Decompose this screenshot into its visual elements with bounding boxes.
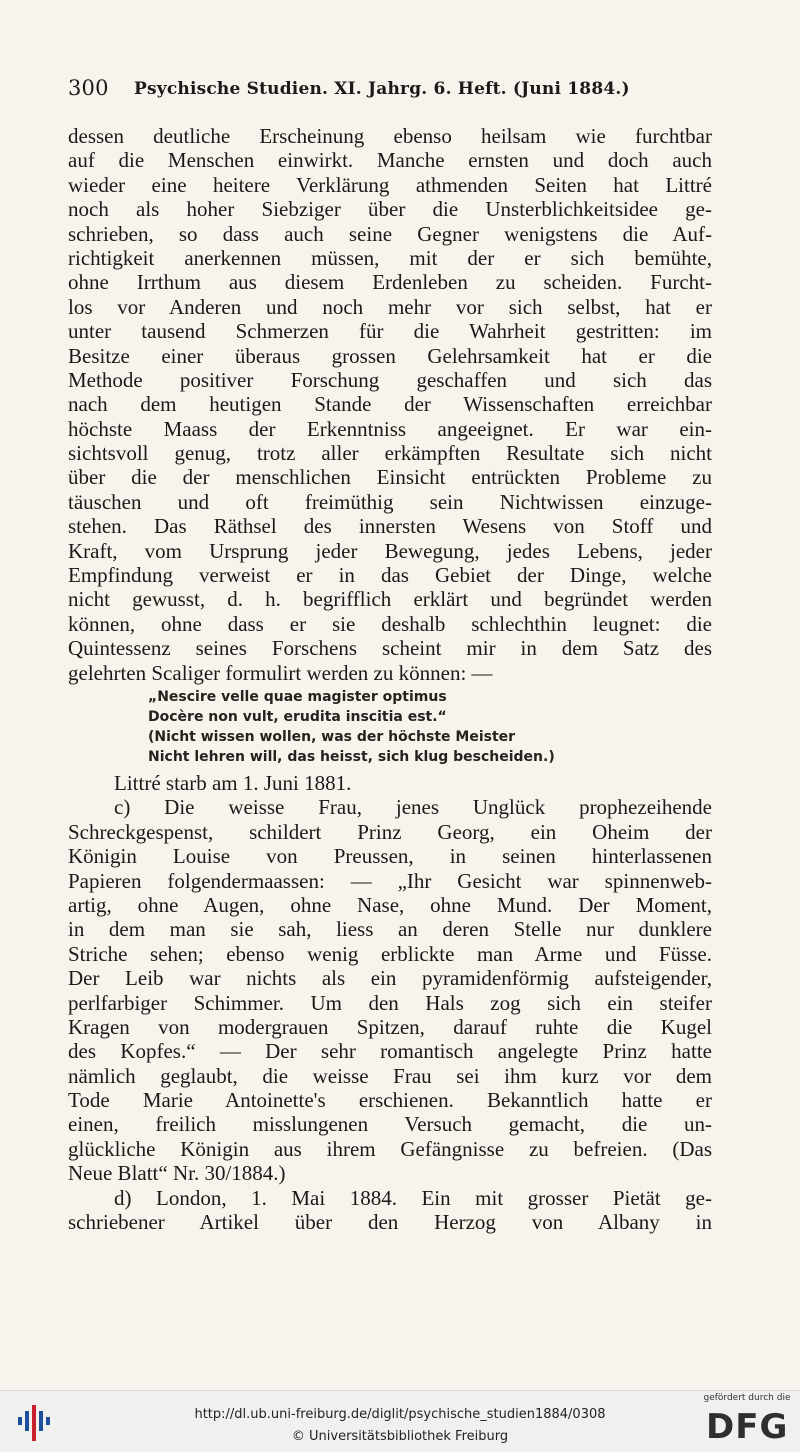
- text-line: schrieben, so dass auch seine Gegner wenigstens die Auf-: [68, 221, 712, 246]
- text-line: unter tausend Schmerzen für die Wahrheit gestritten: im: [68, 319, 712, 344]
- text-line: auf die Menschen einwirkt. Manche ernsten und doch auch: [68, 148, 712, 173]
- text-line: täuschen und oft freimüthig sein Nichtwissen einzuge-: [68, 489, 712, 514]
- text-line: Der Leib war nichts als ein pyramidenförmig aufsteigender,: [68, 966, 712, 991]
- text-line: noch als hoher Siebziger über die Unsterblichkeitsidee ge-: [68, 197, 712, 222]
- running-header: [68, 76, 718, 102]
- text-line: in dem man sie sah, liess an deren Stelle nur dunklere: [68, 917, 712, 942]
- text-line: glückliche Königin aus ihrem Gefängnisse zu befreien. (Das: [68, 1136, 712, 1161]
- text-line: d) London, 1. Mai 1884. Ein mit grosser Pietät ge-: [114, 1185, 712, 1210]
- source-url[interactable]: http://dl.ub.uni-freiburg.de/diglit/psychische_studien1884/0308: [194, 1407, 606, 1422]
- text-line: perlfarbiger Schimmer. Um den Hals zog sich ein steifer: [68, 990, 712, 1015]
- text-line: schriebener Artikel über den Herzog von Albany in: [68, 1210, 712, 1235]
- running-title: Psychische Studien. XI. Jahrg. 6. Heft. (Juni 1884.): [134, 79, 630, 99]
- quote-line: „Nescire velle quae magister optimus: [148, 688, 447, 705]
- text-line: wieder eine heitere Verklärung athmenden Seiten hat Littré: [68, 172, 712, 197]
- text-line: über die der menschlichen Einsicht entrückten Probleme zu: [68, 465, 712, 490]
- text-line: Papieren folgendermaassen: — „Ihr Gesicht war spinnenweb-: [68, 868, 712, 893]
- body-text: [68, 124, 712, 1234]
- text-line: los vor Anderen und noch mehr vor sich selbst, hat er: [68, 294, 712, 319]
- funder-caption: gefördert durch die: [703, 1393, 791, 1403]
- death-line: Littré starb am 1. Juni 1881.: [114, 770, 352, 795]
- text-line: stehen. Das Räthsel des innersten Wesens von Stoff und: [68, 514, 712, 539]
- text-line: artig, ohne Augen, ohne Nase, ohne Mund. Der Moment,: [68, 892, 712, 917]
- text-line: Schreckgespenst, schildert Prinz Georg, ein Oheim der: [68, 819, 712, 844]
- page-number: 300: [68, 76, 109, 100]
- quote-line: Nicht lehren will, das heisst, sich klug bescheiden.): [148, 748, 555, 765]
- paragraph-london: [68, 1186, 712, 1235]
- dfg-logo-text: DFG: [706, 1407, 789, 1447]
- quote-line: (Nicht wissen wollen, was der höchste Meister: [148, 728, 516, 745]
- text-line: höchste Maass der Erkenntniss angeeignet. Er war ein-: [68, 416, 712, 441]
- paragraph-weisse-frau: [68, 795, 712, 1185]
- text-line: sichtsvoll genug, trotz aller erkämpften Resultate sich nicht: [68, 441, 712, 466]
- text-line: Besitze einer überaus grossen Gelehrsamkeit hat er die: [68, 343, 712, 368]
- text-line: Striche sehen; ebenso wenig erblickte man Arme und Füsse.: [68, 941, 712, 966]
- text-line: Methode positiver Forschung geschaffen und sich das: [68, 367, 712, 392]
- text-line: gelehrten Scaliger formulirt werden zu können: —: [68, 660, 493, 685]
- dfg-logo: [700, 1393, 794, 1449]
- text-line: dessen deutliche Erscheinung ebenso heilsam wie furchtbar: [68, 124, 712, 148]
- text-line: nicht gewusst, d. h. begrifflich erklärt und begründet werden: [68, 587, 712, 612]
- scaliger-quote: [68, 687, 712, 767]
- text-line: nämlich geglaubt, die weisse Frau sei ihm kurz vor dem: [68, 1063, 712, 1088]
- copyright-notice: © Universitätsbibliothek Freiburg: [291, 1429, 509, 1444]
- text-line: einen, freilich misslungenen Versuch gemacht, die un-: [68, 1112, 712, 1137]
- text-line: können, ohne dass er sie deshalb schlechthin leugnet: die: [68, 611, 712, 636]
- text-line: des Kopfes.“ — Der sehr romantisch angelegte Prinz hatte: [68, 1039, 712, 1064]
- text-line: Empfindung verweist er in das Gebiet der Dinge, welche: [68, 563, 712, 588]
- footer-bar: [0, 1390, 800, 1452]
- text-line: Kraft, vom Ursprung jeder Bewegung, jedes Lebens, jeder: [68, 538, 712, 563]
- text-line: c) Die weisse Frau, jenes Unglück prophezeihende: [114, 795, 712, 820]
- text-line: richtigkeit anerkennen müssen, mit der er sich bemühte,: [68, 245, 712, 270]
- paragraph-littre: [68, 124, 712, 685]
- text-line: Tode Marie Antoinette's erschienen. Bekanntlich hatte er: [68, 1088, 712, 1113]
- text-line: ohne Irrthum aus diesem Erdenleben zu scheiden. Furcht-: [68, 270, 712, 295]
- text-line: Kragen von modergrauen Spitzen, darauf ruhte die Kugel: [68, 1014, 712, 1039]
- text-line: Neue Blatt“ Nr. 30/1884.): [68, 1161, 286, 1186]
- quote-line: Docère non vult, erudita inscitia est.“: [148, 708, 447, 725]
- text-line: Königin Louise von Preussen, in seinen hinterlassenen: [68, 844, 712, 869]
- text-line: nach dem heutigen Stande der Wissenschaften erreichbar: [68, 392, 712, 417]
- text-line: Quintessenz seines Forschens scheint mir in dem Satz des: [68, 636, 712, 661]
